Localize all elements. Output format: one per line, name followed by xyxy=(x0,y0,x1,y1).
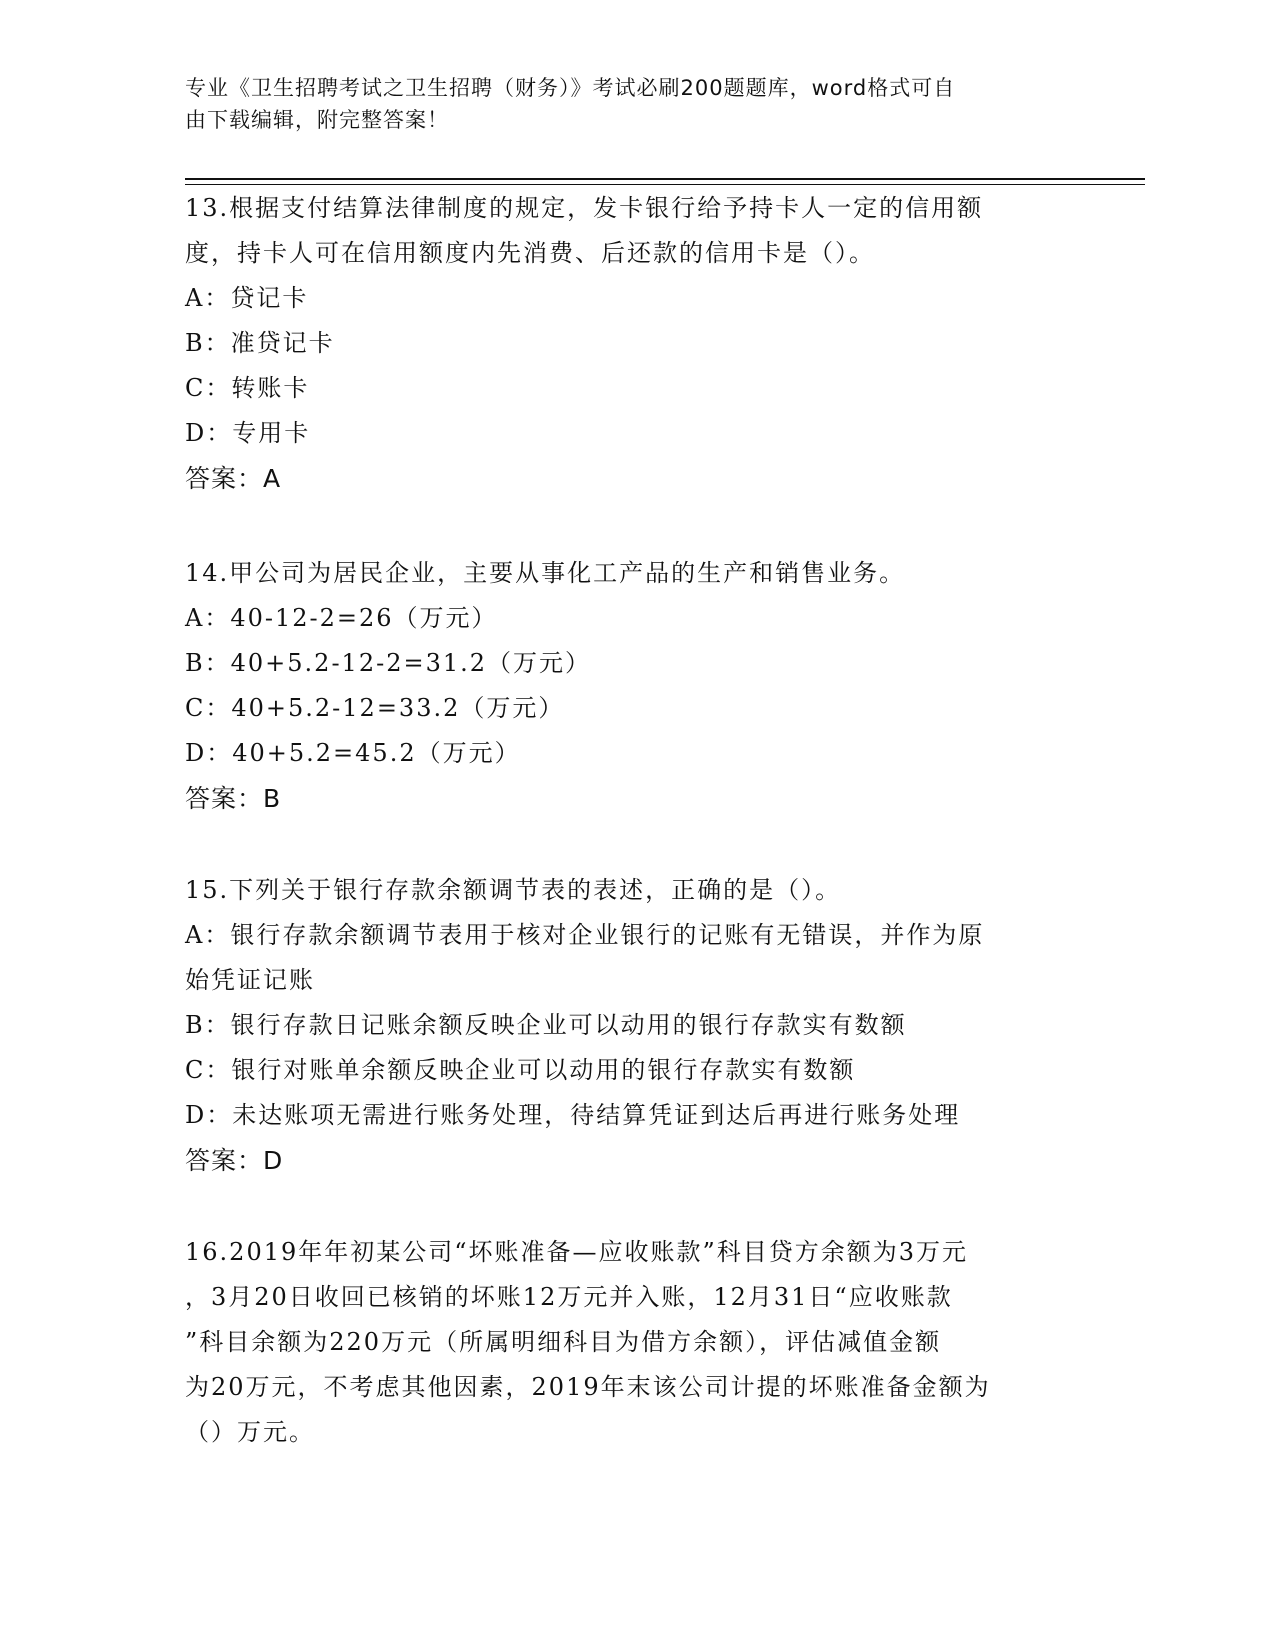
question-15 xyxy=(185,868,1085,1183)
option-b: B：银行存款日记账余额反映企业可以动用的银行存款实有数额 xyxy=(185,1011,907,1039)
question-16 xyxy=(185,1230,1085,1455)
header-divider-thin xyxy=(185,184,1145,185)
option-a: A：贷记卡 xyxy=(185,284,309,312)
option-d: D：专用卡 xyxy=(185,419,311,447)
option-a: A：40-12-2=26（万元） xyxy=(185,604,498,632)
answer: 答案：B xyxy=(185,784,282,813)
question-stem: 16.2019年年初某公司“坏账准备—应收账款”科目贷方余额为3万元 xyxy=(185,1238,969,1266)
option-a: A：银行存款余额调节表用于核对企业银行的记账有无错误，并作为原 xyxy=(185,921,985,949)
option-a-continued: 始凭证记账 xyxy=(185,966,315,994)
option-c: C：40+5.2-12=33.2（万元） xyxy=(185,694,565,722)
option-d: D：未达账项无需进行账务处理，待结算凭证到达后再进行账务处理 xyxy=(185,1101,961,1129)
question-14 xyxy=(185,551,1085,821)
question-stem: ，3月20日收回已核销的坏账12万元并入账，12月31日“应收账款 xyxy=(185,1283,953,1311)
header-divider-thick xyxy=(185,178,1145,180)
option-b: B：准贷记卡 xyxy=(185,329,335,357)
option-d: D：40+5.2=45.2（万元） xyxy=(185,739,521,767)
question-stem: ”科目余额为220万元（所属明细科目为借方余额），评估减值金额 xyxy=(185,1328,942,1356)
header-line: 由下载编辑，附完整答案！ xyxy=(185,108,449,132)
question-13 xyxy=(185,186,1085,501)
question-stem: 15.下列关于银行存款余额调节表的表述，正确的是（）。 xyxy=(185,876,842,904)
option-c: C：银行对账单余额反映企业可以动用的银行存款实有数额 xyxy=(185,1056,856,1084)
option-b: B：40+5.2-12-2=31.2（万元） xyxy=(185,649,592,677)
question-stem: 13.根据支付结算法律制度的规定，发卡银行给予持卡人一定的信用额 xyxy=(185,194,984,222)
document-header xyxy=(185,72,1065,136)
question-stem: （）万元。 xyxy=(185,1418,315,1446)
question-stem: 为20万元，不考虑其他因素，2019年末该公司计提的坏账准备金额为 xyxy=(185,1373,991,1401)
header-line: 专业《卫生招聘考试之卫生招聘（财务）》考试必刷200题题库，word格式可自 xyxy=(185,76,956,100)
option-c: C：转账卡 xyxy=(185,374,310,402)
question-stem: 度，持卡人可在信用额度内先消费、后还款的信用卡是（）。 xyxy=(185,239,875,267)
answer: 答案：A xyxy=(185,464,282,493)
question-stem: 14.甲公司为居民企业，主要从事化工产品的生产和销售业务。 xyxy=(185,559,906,587)
answer: 答案：D xyxy=(185,1146,284,1175)
